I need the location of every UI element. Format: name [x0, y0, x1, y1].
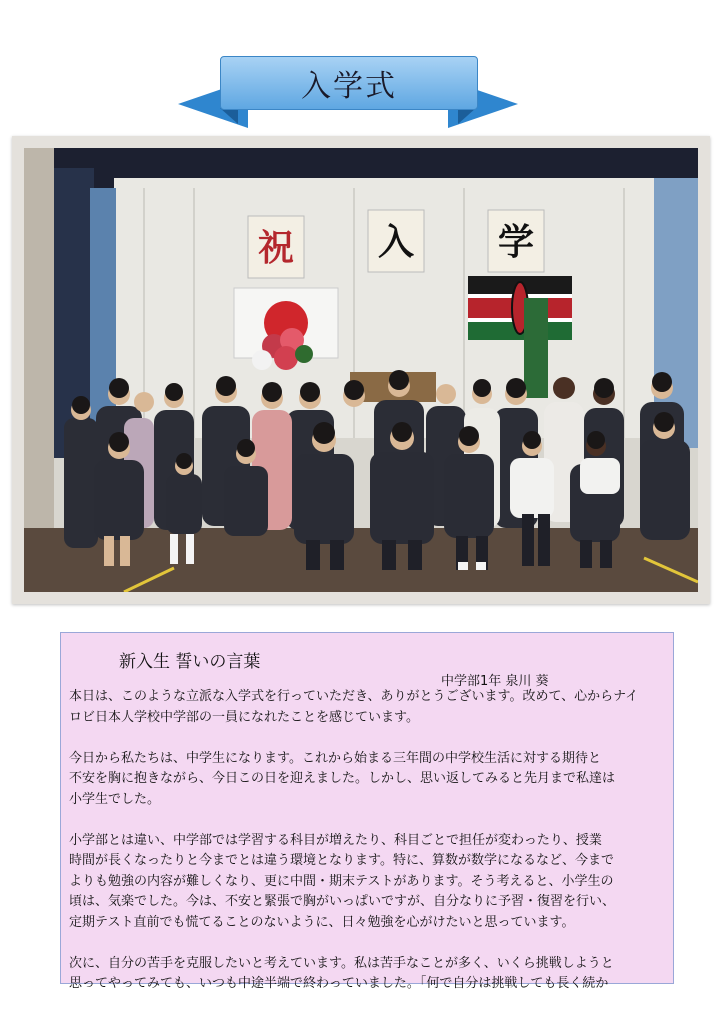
ceremony-photo: [24, 148, 698, 592]
kenya-flag: [468, 276, 572, 340]
ribbon-band: [220, 56, 478, 110]
ribbon-fold-left: [220, 108, 238, 124]
speech-box: [60, 632, 674, 991]
photo-frame: [12, 136, 710, 604]
speech-body: [69, 687, 669, 1015]
speech-paragraph: 小学部とは違い、中学部では学習する科目が増えたり、科目ごとで担任が変わったり、授業 時間が長くなったりと今までとは違う環境となります。特に、算数が数学になるなど、今まで よりも勉強の内容が難しくなり、更に中間・期末テストがあります。そう考えると、小学生の 頃は、気楽でした。今は、不安と緊張で胸がいっぱいですが、自分なりに予習・復習を行い、 定期テスト直前でも慌てることのないように、日々勉強を心がけたいと思っています。: [69, 832, 616, 930]
speech-title: 新入生 誓いの言葉: [119, 652, 261, 672]
speech-author: 中学部1年 泉川 葵: [441, 674, 549, 689]
ribbon-fold-right: [458, 108, 476, 124]
speech-paragraph: 本日は、このような立派な入学式を行っていただき、ありがとうございます。改めて、心からナイ ロビ日本人学校中学部の一員になれたことを感じています。: [69, 689, 639, 725]
placard-char-1: 祝: [257, 227, 295, 269]
placard-char-3: 学: [497, 221, 535, 263]
page-title: 入学式: [301, 69, 397, 104]
speech-paragraph: 今日から私たちは、中学生になります。これから始まる三年間の中学校生活に対する期待と 不安を胸に抱きながら、今日この日を迎えました。しかし、思い返してみると先月まで私達は 小学生でした。: [69, 750, 616, 807]
title-ribbon: [178, 56, 518, 132]
speech-paragraph: 次に、自分の苦手を克服したいと考えています。私は苦手なことが多く、いくら挑戦しようと 思ってやってみても、いつも中途半端で終わっていました。「何で自分は挑戦しても長く続か: [69, 955, 614, 991]
ceremony-photo-illustration: [24, 148, 698, 592]
placard-char-2: 入: [377, 221, 415, 263]
